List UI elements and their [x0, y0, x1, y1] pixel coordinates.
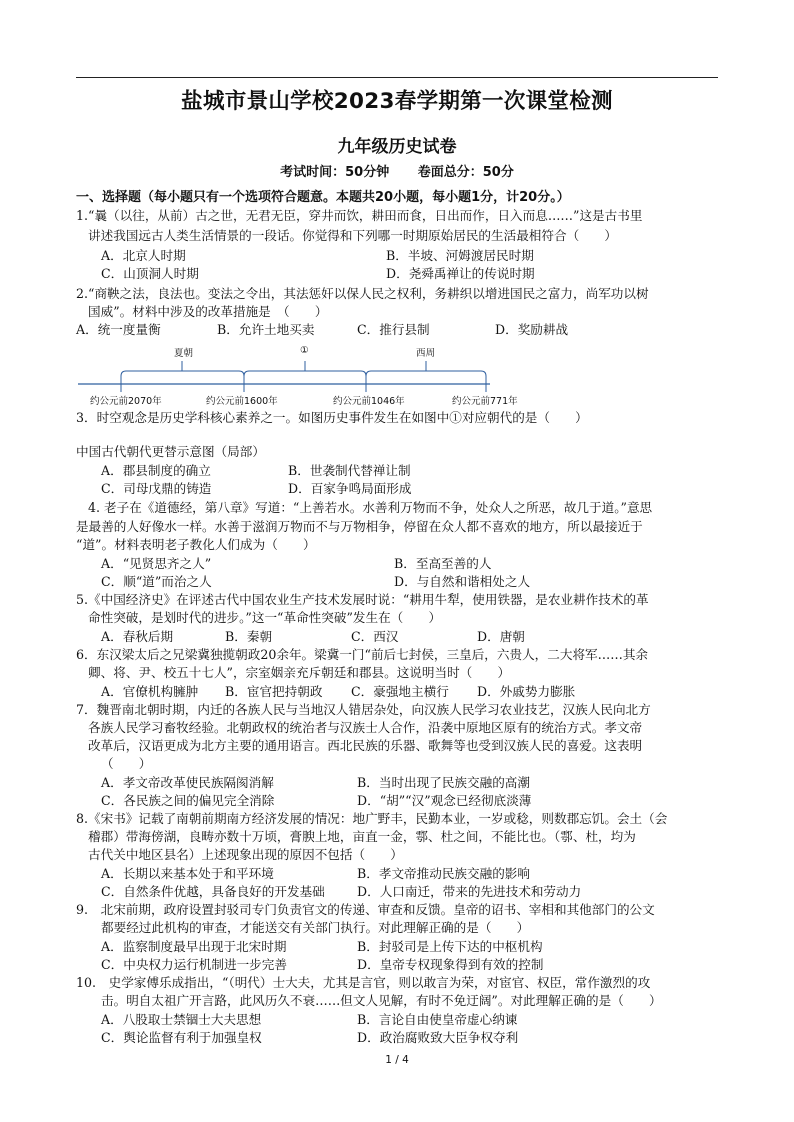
q6-option-d[interactable]: D．外戚势力膨胀	[477, 684, 576, 699]
question-7-line-1: 7．魏晋南北朝时期，内迁的各族人民与当地汉人错居杂处，向汉族人民学习农业技艺，汉族人民向北方	[76, 702, 651, 717]
timeline-date-1: 约公元前2070年	[90, 396, 162, 407]
q1-option-d[interactable]: D．尧舜禹禅让的传说时期	[386, 266, 535, 281]
q6-option-b[interactable]: B．宦官把持朝政	[225, 684, 323, 699]
q7-option-a[interactable]: A．孝文帝改革使民族隔阂消解	[101, 775, 274, 790]
question-2-line-2: 国威”。材料中涉及的改革措施是 （ ）	[88, 304, 328, 319]
timeline-date-3: 约公元前1046年	[333, 396, 405, 407]
q3-option-a[interactable]: A．郡县制度的确立	[101, 463, 211, 478]
q8-option-c[interactable]: C．自然条件优越，具备良好的开发基础	[101, 884, 325, 899]
question-3-caption: 中国古代朝代更替示意图（局部）	[76, 444, 265, 459]
question-4-line-2: 是最善的人好像水一样。水善于滋润万物而不与万物相争，停留在众人都不喜欢的地方，所以最接近于	[76, 519, 643, 534]
dynasty-timeline	[76, 345, 518, 407]
q4-option-c[interactable]: C．顺“道”而治之人	[101, 574, 212, 589]
q4-option-b[interactable]: B．至高至善的人	[394, 556, 492, 571]
exam-title: 盐城市景山学校2023春学期第一次课堂检测	[181, 89, 613, 114]
page-number: 1 / 4	[385, 1054, 409, 1066]
q5-option-b[interactable]: B．秦朝	[225, 629, 273, 644]
q7-option-b[interactable]: B．当时出现了民族交融的高潮	[357, 775, 530, 790]
timeline-date-2: 约公元前1600年	[206, 396, 278, 407]
q8-option-b[interactable]: B．孝文帝推动民族交融的影响	[357, 866, 530, 881]
exam-subtitle: 九年级历史试卷	[337, 137, 457, 157]
q5-option-a[interactable]: A．春秋后期	[101, 629, 174, 644]
q5-option-d[interactable]: D．唐朝	[477, 629, 525, 644]
q10-option-b[interactable]: B．言论自由使皇帝虚心纳谏	[357, 1012, 518, 1027]
top-rule	[76, 77, 718, 78]
question-2-line-1: 2.“商鞅之法，良法也。变法之令出，其法惩奸以保人民之权利，务耕织以增进国民之富力，尚军功以树	[76, 286, 649, 301]
q2-option-b[interactable]: B．允许土地买卖	[217, 322, 315, 337]
question-4-line-1: 4. 老子在《道德经，第八章》写道：“上善若水。水善利万物而不争，处众人之所恶，故几于道。”意思	[88, 500, 653, 515]
timeline-label-1: ①	[300, 345, 309, 356]
question-5-line-1: 5.《中国经济史》在评述古代中国农业生产技术发展时说：“耕用牛犁，使用铁器，是农业耕作技术的革	[76, 592, 649, 607]
q6-option-a[interactable]: A．官僚机构臃肿	[101, 684, 199, 699]
q2-option-d[interactable]: D．奖励耕战	[495, 322, 569, 337]
question-8-line-1: 8.《宋书》记载了南朝前期南方经济发展的情况：地广野丰，民勤本业，一岁或稔，则数郡忘饥。会土（会	[76, 811, 668, 826]
q10-option-d[interactable]: D．政治腐败致大臣争权夺利	[357, 1030, 519, 1045]
q4-option-a[interactable]: A．“见贤思齐之人”	[101, 556, 212, 571]
q5-option-c[interactable]: C．西汉	[351, 629, 399, 644]
q7-option-d[interactable]: D．“胡”“汉”观念已经彻底淡薄	[357, 793, 532, 808]
q9-option-c[interactable]: C．中央权力运行机制进一步完善	[101, 957, 287, 972]
q1-option-b[interactable]: B．半坡、河姆渡居民时期	[386, 248, 534, 263]
q7-option-c[interactable]: C．各民族之间的偏见完全消除	[101, 793, 275, 808]
question-1-line-2: 讲述我国远古人类生活情景的一段话。你觉得和下列哪一时期原始居民的生活最相符合（ ）	[88, 228, 617, 243]
question-8-line-2: 稽郡）带海傍湖，良畴亦数十万顷，膏腴上地，亩直一金，鄠、杜之间，不能比也。（鄠、杜，均为	[88, 829, 636, 844]
q3-option-c[interactable]: C．司母戊鼎的铸造	[101, 481, 212, 496]
question-9-line-1: 9. 北宋前期，政府设置封驳司专门负责官文的传递、审查和反馈。皇帝的诏书、宰相和其他部门的公文	[76, 902, 655, 917]
q9-option-a[interactable]: A．监察制度最早出现于北宋时期	[101, 939, 287, 954]
total-score: 卷面总分：50分	[417, 165, 514, 180]
q8-option-d[interactable]: D．人口南迁，带来的先进技术和劳动力	[357, 884, 582, 899]
q10-option-c[interactable]: C．舆论监督有利于加强皇权	[101, 1030, 262, 1045]
exam-time: 考试时间：50分钟	[280, 165, 390, 180]
q9-option-b[interactable]: B．封驳司是上传下达的中枢机构	[357, 939, 543, 954]
question-3-line-1: 3．时空观念是历史学科核心素养之一。如图历史事件发生在如图中①对应朝代的是（ ）	[76, 410, 588, 425]
bracket-xia	[121, 371, 244, 376]
question-8-line-3: 古代关中地区县名）上述现象出现的原因不包括（ ）	[88, 847, 403, 862]
q3-option-b[interactable]: B．世袭制代替禅让制	[288, 463, 411, 478]
q4-option-d[interactable]: D．与自然和谐相处之人	[394, 574, 531, 589]
timeline-label-xia: 夏朝	[174, 348, 194, 359]
question-9-line-2: 都要经过此机构的审查，才能送交有关部门执行。对此理解正确的是（ ）	[101, 920, 530, 935]
q8-option-a[interactable]: A．长期以来基本处于和平环境	[101, 866, 274, 881]
question-1-line-1: 1.“曩（以往，从前）古之世，无君无臣，穿井而饮，耕田而食，日出而作，日入而息……”这是古书里	[76, 208, 643, 223]
question-7-line-2: 各族人民学习畜牧经验。北朝政权的统治者与汉族士人合作，沿袭中原地区原有的统治方式。孝文帝	[88, 720, 643, 735]
q9-option-d[interactable]: D．皇帝专权现象得到有效的控制	[357, 957, 544, 972]
timeline-date-4: 约公元前771年	[452, 396, 518, 407]
question-5-line-2: 命性突破，是划时代的进步。”这一“革命性突破”发生在（ ）	[88, 610, 442, 625]
question-6-line-1: 6．东汉梁太后之兄梁冀独揽朝政20余年。梁冀一门“前后七封侯，三皇后，六贵人，二大将军……其余	[76, 647, 649, 662]
question-7-line-3: 改革后，汉语更成为北方主要的通用语言。西北民族的乐器、歌舞等也受到汉族人民的喜爱。这表明	[88, 738, 643, 753]
q6-option-c[interactable]: C．豪强地主横行	[351, 684, 449, 699]
q10-option-a[interactable]: A．八股取士禁锢士大夫思想	[101, 1012, 262, 1027]
question-6-line-2: 卿、将、尹、校五十七人”，宗室姻亲充斥朝廷和郡县。这说明当时（ ）	[88, 665, 511, 680]
bracket-xizhou	[366, 371, 486, 376]
q2-option-c[interactable]: C．推行县制	[357, 322, 430, 337]
question-10-line-2: 击。明自太祖广开言路，此风历久不衰……但文人见解，有时不免迂阔”。对此理解正确的是（ ）	[101, 993, 662, 1008]
section-heading: 一、选择题（每小题只有一个选项符合题意。本题共20小题，每小题1分，计20分。）	[76, 190, 570, 205]
q3-option-d[interactable]: D．百家争鸣局面形成	[288, 481, 412, 496]
q1-option-c[interactable]: C．山顶洞人时期	[101, 266, 199, 281]
bracket-1	[244, 371, 366, 376]
question-4-line-3: “道”。材料表明老子教化人们成为（ ）	[76, 537, 316, 552]
question-10-line-1: 10. 史学家傅乐成指出，“（明代）士大夫，尤其是言官，则以敢言为荣，对宦官、权臣，常作激烈的攻	[76, 975, 651, 990]
question-7-line-4: （ ）	[101, 756, 152, 771]
q1-option-a[interactable]: A．北京人时期	[101, 248, 186, 263]
q2-option-a[interactable]: A．统一度量衡	[76, 322, 161, 337]
exam-info	[0, 161, 794, 180]
timeline-label-xizhou: 西周	[416, 348, 436, 359]
